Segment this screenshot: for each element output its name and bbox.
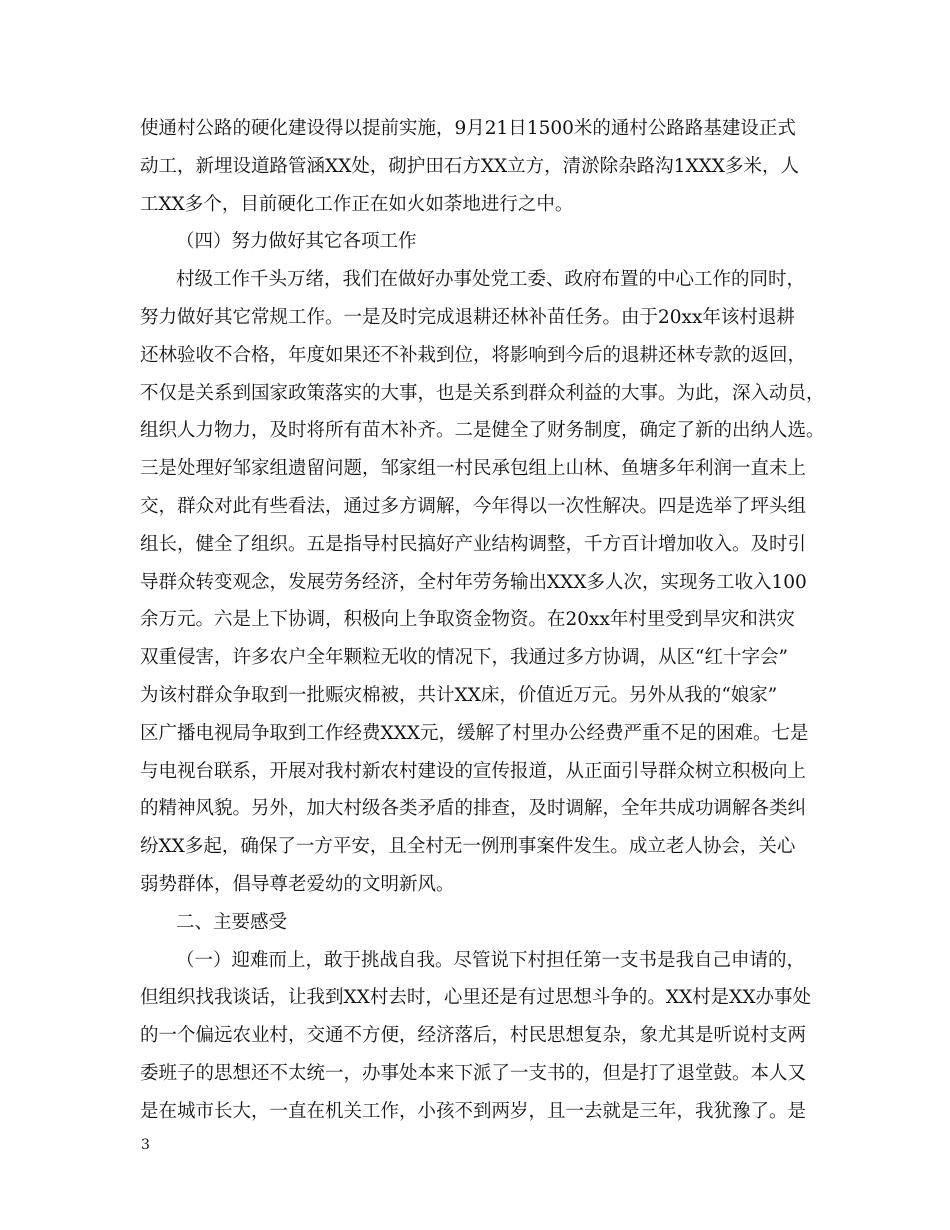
- text-line: 组长，健全了组织。五是指导村民搞好产业结构调整，千方百计增加收入。及时引: [140, 534, 807, 555]
- text-line: 区广播电视局争取到工作经费XXX元，缓解了村里办公经费严重不足的困难。七是: [140, 723, 809, 744]
- text-line: 工XX多个，目前硬化工作正在如火如荼地进行之中。: [140, 194, 574, 215]
- text-line: 是在城市长大，一直在机关工作，小孩不到两岁，且一去就是三年，我犹豫了。是: [140, 1101, 807, 1122]
- text-line: （一）迎难而上，敢于挑战自我。尽管说下村担任第一支书是我自己申请的，: [176, 950, 806, 971]
- text-line: 还林验收不合格，年度如果还不补栽到位，将影响到今后的退耕还林专款的返回，: [140, 345, 807, 366]
- text-line: 双重侵害，许多农户全年颗粒无收的情况下，我通过多方协调，从区“红十字会”: [140, 647, 788, 668]
- text-line: 余万元。六是上下协调，积极向上争取资金物资。在20xx年村里受到旱灾和洪灾: [140, 609, 795, 630]
- text-line: 为该村群众争取到一批赈灾棉被，共计XX床，价值近万元。另外从我的“娘家”: [140, 685, 778, 706]
- text-line: 与电视台联系，开展对我村新农村建设的宣传报道，从正面引导群众树立积极向上: [140, 761, 807, 782]
- text-line: 组织人力物力，及时将所有苗木补齐。二是健全了财务制度，确定了新的出纳人选。: [140, 420, 825, 441]
- text-line: 委班子的思想还不太统一，办事处本来下派了一支书的，但是打了退堂鼓。本人又: [140, 1063, 807, 1084]
- text-line: 三是处理好邹家组遗留问题，邹家组一村民承包组上山林、鱼塘多年利润一直未上: [140, 458, 807, 479]
- text-line: 动工，新埋设道路管涵XX处，砌护田石方XX立方，清淤除杂路沟1XXX多米，人: [140, 156, 799, 177]
- text-line: 但组织找我谈话，让我到XX村去时，心里还是有过思想斗争的。XX村是XX办事处: [140, 987, 812, 1008]
- text-line: 弱势群体，倡导尊老爱幼的文明新风。: [140, 874, 455, 895]
- text-line: 的精神风貌。另外，加大村级各类矛盾的排查，及时调解，全年共成功调解各类纠: [140, 798, 807, 819]
- section-heading: 二、主要感受: [176, 912, 288, 933]
- page-number: 3: [141, 1137, 150, 1153]
- text-line: 村级工作千头万绪，我们在做好办事处党工委、政府布置的中心工作的同时，: [176, 269, 806, 290]
- text-line: 使通村公路的硬化建设得以提前实施，9月21日1500米的通村公路路基建设正式: [140, 118, 796, 139]
- text-line: 导群众转变观念，发展劳务经济，全村年劳务输出XXX多人次，实现务工收入100: [140, 572, 807, 593]
- text-line: 不仅是关系到国家政策落实的大事，也是关系到群众利益的大事。为此，深入动员，: [140, 383, 825, 404]
- text-line: 努力做好其它常规工作。一是及时完成退耕还林补苗任务。由于20xx年该村退耕: [140, 307, 795, 328]
- text-line: 纷XX多起，确保了一方平安，且全村无一例刑事案件发生。成立老人协会，关心: [140, 836, 796, 857]
- section-heading: （四）努力做好其它各项工作: [176, 231, 417, 252]
- text-line: 的一个偏远农业村，交通不方便，经济落后，村民思想复杂，象尤其是听说村支两: [140, 1025, 807, 1046]
- text-line: 交，群众对此有些看法，通过多方调解，今年得以一次性解决。四是选举了坪头组: [140, 496, 807, 517]
